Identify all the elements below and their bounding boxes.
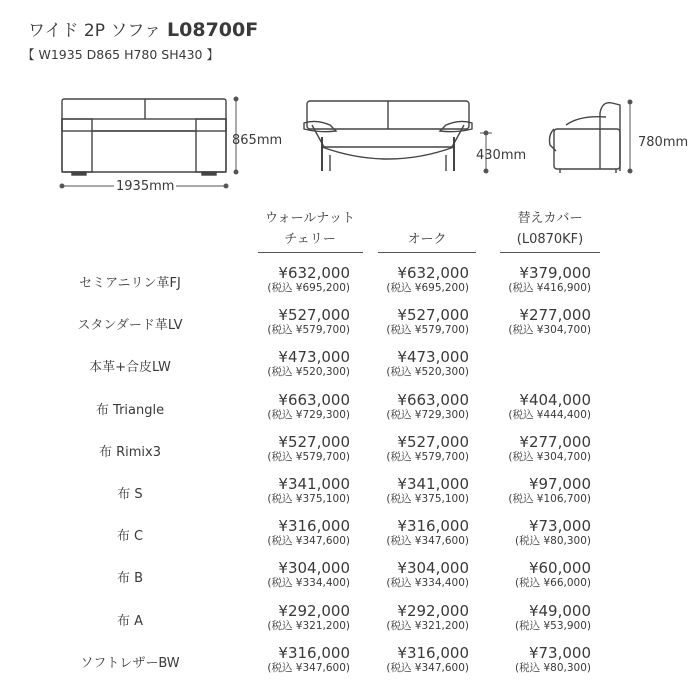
- sofa-front-view: [304, 101, 472, 171]
- price-cell: [230, 517, 350, 548]
- price-tax-included: (税込 ¥579,700): [386, 450, 469, 463]
- sofa-drawings-svg: [0, 85, 700, 200]
- price-cell: [230, 264, 350, 295]
- price-cell: [471, 306, 591, 337]
- price-cell: [349, 264, 469, 295]
- price-tax-included: (税込 ¥304,700): [508, 324, 591, 337]
- price-cell: [230, 475, 350, 506]
- price-cell: [471, 475, 591, 506]
- column-header-line2: オーク: [407, 232, 447, 247]
- price-value: ¥663,000: [278, 390, 350, 409]
- product-code: L08700F: [167, 19, 259, 41]
- price-value: ¥663,000: [397, 390, 469, 409]
- column-header-line1: 替えカバー: [517, 211, 583, 226]
- product-dimensions: 【 W1935 D865 H780 SH430 】: [22, 47, 219, 62]
- price-value: ¥527,000: [397, 306, 469, 325]
- price-tax-included: (税込 ¥375,100): [386, 493, 469, 505]
- product-name: ワイド 2P ソファ: [28, 21, 162, 41]
- row-label: 布 Rimix3: [98, 444, 162, 460]
- seat-height-label: 430mm: [476, 148, 527, 163]
- price-value: ¥304,000: [278, 559, 350, 578]
- price-value: ¥73,000: [528, 517, 591, 536]
- price-value: ¥379,000: [519, 264, 591, 282]
- price-tax-included: (税込 ¥579,700): [267, 324, 350, 337]
- price-tax-included: (税込 ¥520,300): [386, 366, 469, 379]
- row-label: ソフトレザーBW: [80, 655, 180, 671]
- price-tax-included: (税込 ¥106,700): [508, 493, 591, 505]
- price-value: ¥292,000: [278, 601, 350, 620]
- column-header-line1: ウォールナット: [265, 211, 355, 226]
- price-tax-included: (税込 ¥347,600): [386, 535, 469, 548]
- price-value: ¥527,000: [397, 432, 469, 451]
- price-value: ¥473,000: [278, 348, 350, 367]
- price-cell: [471, 391, 591, 422]
- price-value: ¥304,000: [397, 559, 469, 578]
- price-value: ¥277,000: [519, 306, 591, 325]
- price-value: ¥316,000: [278, 643, 350, 662]
- price-tax-included: (税込 ¥347,600): [386, 661, 469, 674]
- price-tax-included: (税込 ¥375,100): [267, 493, 350, 505]
- price-value: ¥316,000: [397, 643, 469, 662]
- price-cell: [349, 602, 469, 633]
- price-tax-included: (税込 ¥347,600): [267, 661, 350, 674]
- column-separator: [258, 252, 363, 253]
- sofa-side-view: [550, 103, 621, 173]
- price-value: ¥341,000: [397, 475, 469, 493]
- price-value: ¥632,000: [397, 264, 469, 282]
- price-cell: [349, 348, 469, 379]
- price-value: ¥341,000: [278, 475, 350, 493]
- price-tax-included: (税込 ¥321,200): [386, 619, 469, 632]
- price-value: ¥292,000: [397, 601, 469, 620]
- price-tax-included: (税込 ¥520,300): [267, 366, 350, 379]
- price-value: ¥404,000: [519, 390, 591, 409]
- width-label: 1935mm: [116, 179, 175, 194]
- price-value: ¥316,000: [278, 517, 350, 536]
- price-tax-included: (税込 ¥304,700): [508, 450, 591, 463]
- row-label: 布 S: [117, 487, 143, 502]
- price-value: ¥316,000: [397, 517, 469, 536]
- price-value: ¥73,000: [528, 643, 591, 662]
- price-cell: [471, 602, 591, 633]
- row-label: 布 C: [116, 529, 144, 545]
- price-tax-included: (税込 ¥80,300): [515, 535, 591, 548]
- price-cell: [349, 433, 469, 464]
- price-tax-included: (税込 ¥729,300): [386, 408, 469, 421]
- price-tax-included: (税込 ¥321,200): [267, 619, 350, 632]
- price-cell: [349, 644, 469, 675]
- price-tax-included: (税込 ¥444,400): [508, 408, 591, 421]
- price-cell: [349, 559, 469, 590]
- price-value: ¥49,000: [528, 601, 591, 620]
- row-label: スタンダード革LV: [77, 318, 183, 334]
- column-header-line2: チェリー: [284, 232, 336, 247]
- row-label: セミアニリン革FJ: [79, 276, 181, 291]
- price-cell: [471, 559, 591, 590]
- price-tax-included: (税込 ¥334,400): [386, 577, 469, 590]
- column-header-replacement-cover: [490, 208, 610, 250]
- price-value: ¥277,000: [519, 432, 591, 451]
- sofa-diagrams: [0, 85, 700, 200]
- price-cell: [349, 391, 469, 422]
- price-tax-included: (税込 ¥579,700): [267, 450, 350, 463]
- price-value: ¥60,000: [528, 559, 591, 578]
- column-header-line2: (L0870KF): [516, 232, 584, 247]
- price-tax-included: (税込 ¥334,400): [267, 577, 350, 590]
- price-cell: [471, 433, 591, 464]
- price-value: ¥527,000: [278, 306, 350, 325]
- height-label: 780mm: [638, 135, 689, 150]
- price-cell: [230, 602, 350, 633]
- price-tax-included: (税込 ¥53,900): [515, 619, 591, 632]
- price-tax-included: (税込 ¥416,900): [508, 282, 591, 294]
- price-cell: [471, 264, 591, 295]
- row-label: 布 B: [116, 571, 144, 587]
- height-dimension-line: [628, 100, 632, 173]
- depth-label: 865mm: [232, 133, 283, 148]
- price-cell: [230, 433, 350, 464]
- price-value: ¥97,000: [528, 475, 591, 493]
- row-label: 布 Triangle: [95, 402, 165, 418]
- price-cell: [230, 391, 350, 422]
- price-tax-included: (税込 ¥66,000): [515, 577, 591, 590]
- price-tax-included: (税込 ¥695,200): [267, 282, 350, 294]
- price-tax-included: (税込 ¥695,200): [386, 282, 469, 294]
- price-cell: [349, 517, 469, 548]
- column-separator: [500, 252, 600, 253]
- sofa-top-view: [62, 99, 226, 175]
- price-value: ¥527,000: [278, 432, 350, 451]
- price-cell: [230, 559, 350, 590]
- price-cell: [230, 644, 350, 675]
- price-value: ¥473,000: [397, 348, 469, 367]
- price-cell: [349, 306, 469, 337]
- column-header-oak: [372, 208, 482, 250]
- price-cell: [349, 475, 469, 506]
- row-label: 布 A: [116, 613, 144, 629]
- price-cell: [230, 306, 350, 337]
- price-cell: [471, 644, 591, 675]
- price-cell: [230, 348, 350, 379]
- row-label: 本革+合皮LW: [89, 360, 171, 376]
- price-tax-included: (税込 ¥347,600): [267, 535, 350, 548]
- price-value: ¥632,000: [278, 264, 350, 282]
- price-tax-included: (税込 ¥80,300): [515, 661, 591, 674]
- column-separator: [378, 252, 476, 253]
- column-header-walnut-cherry: [250, 208, 370, 250]
- product-title: [28, 16, 258, 41]
- price-cell: [471, 517, 591, 548]
- price-tax-included: (税込 ¥729,300): [267, 408, 350, 421]
- price-tax-included: (税込 ¥579,700): [386, 324, 469, 337]
